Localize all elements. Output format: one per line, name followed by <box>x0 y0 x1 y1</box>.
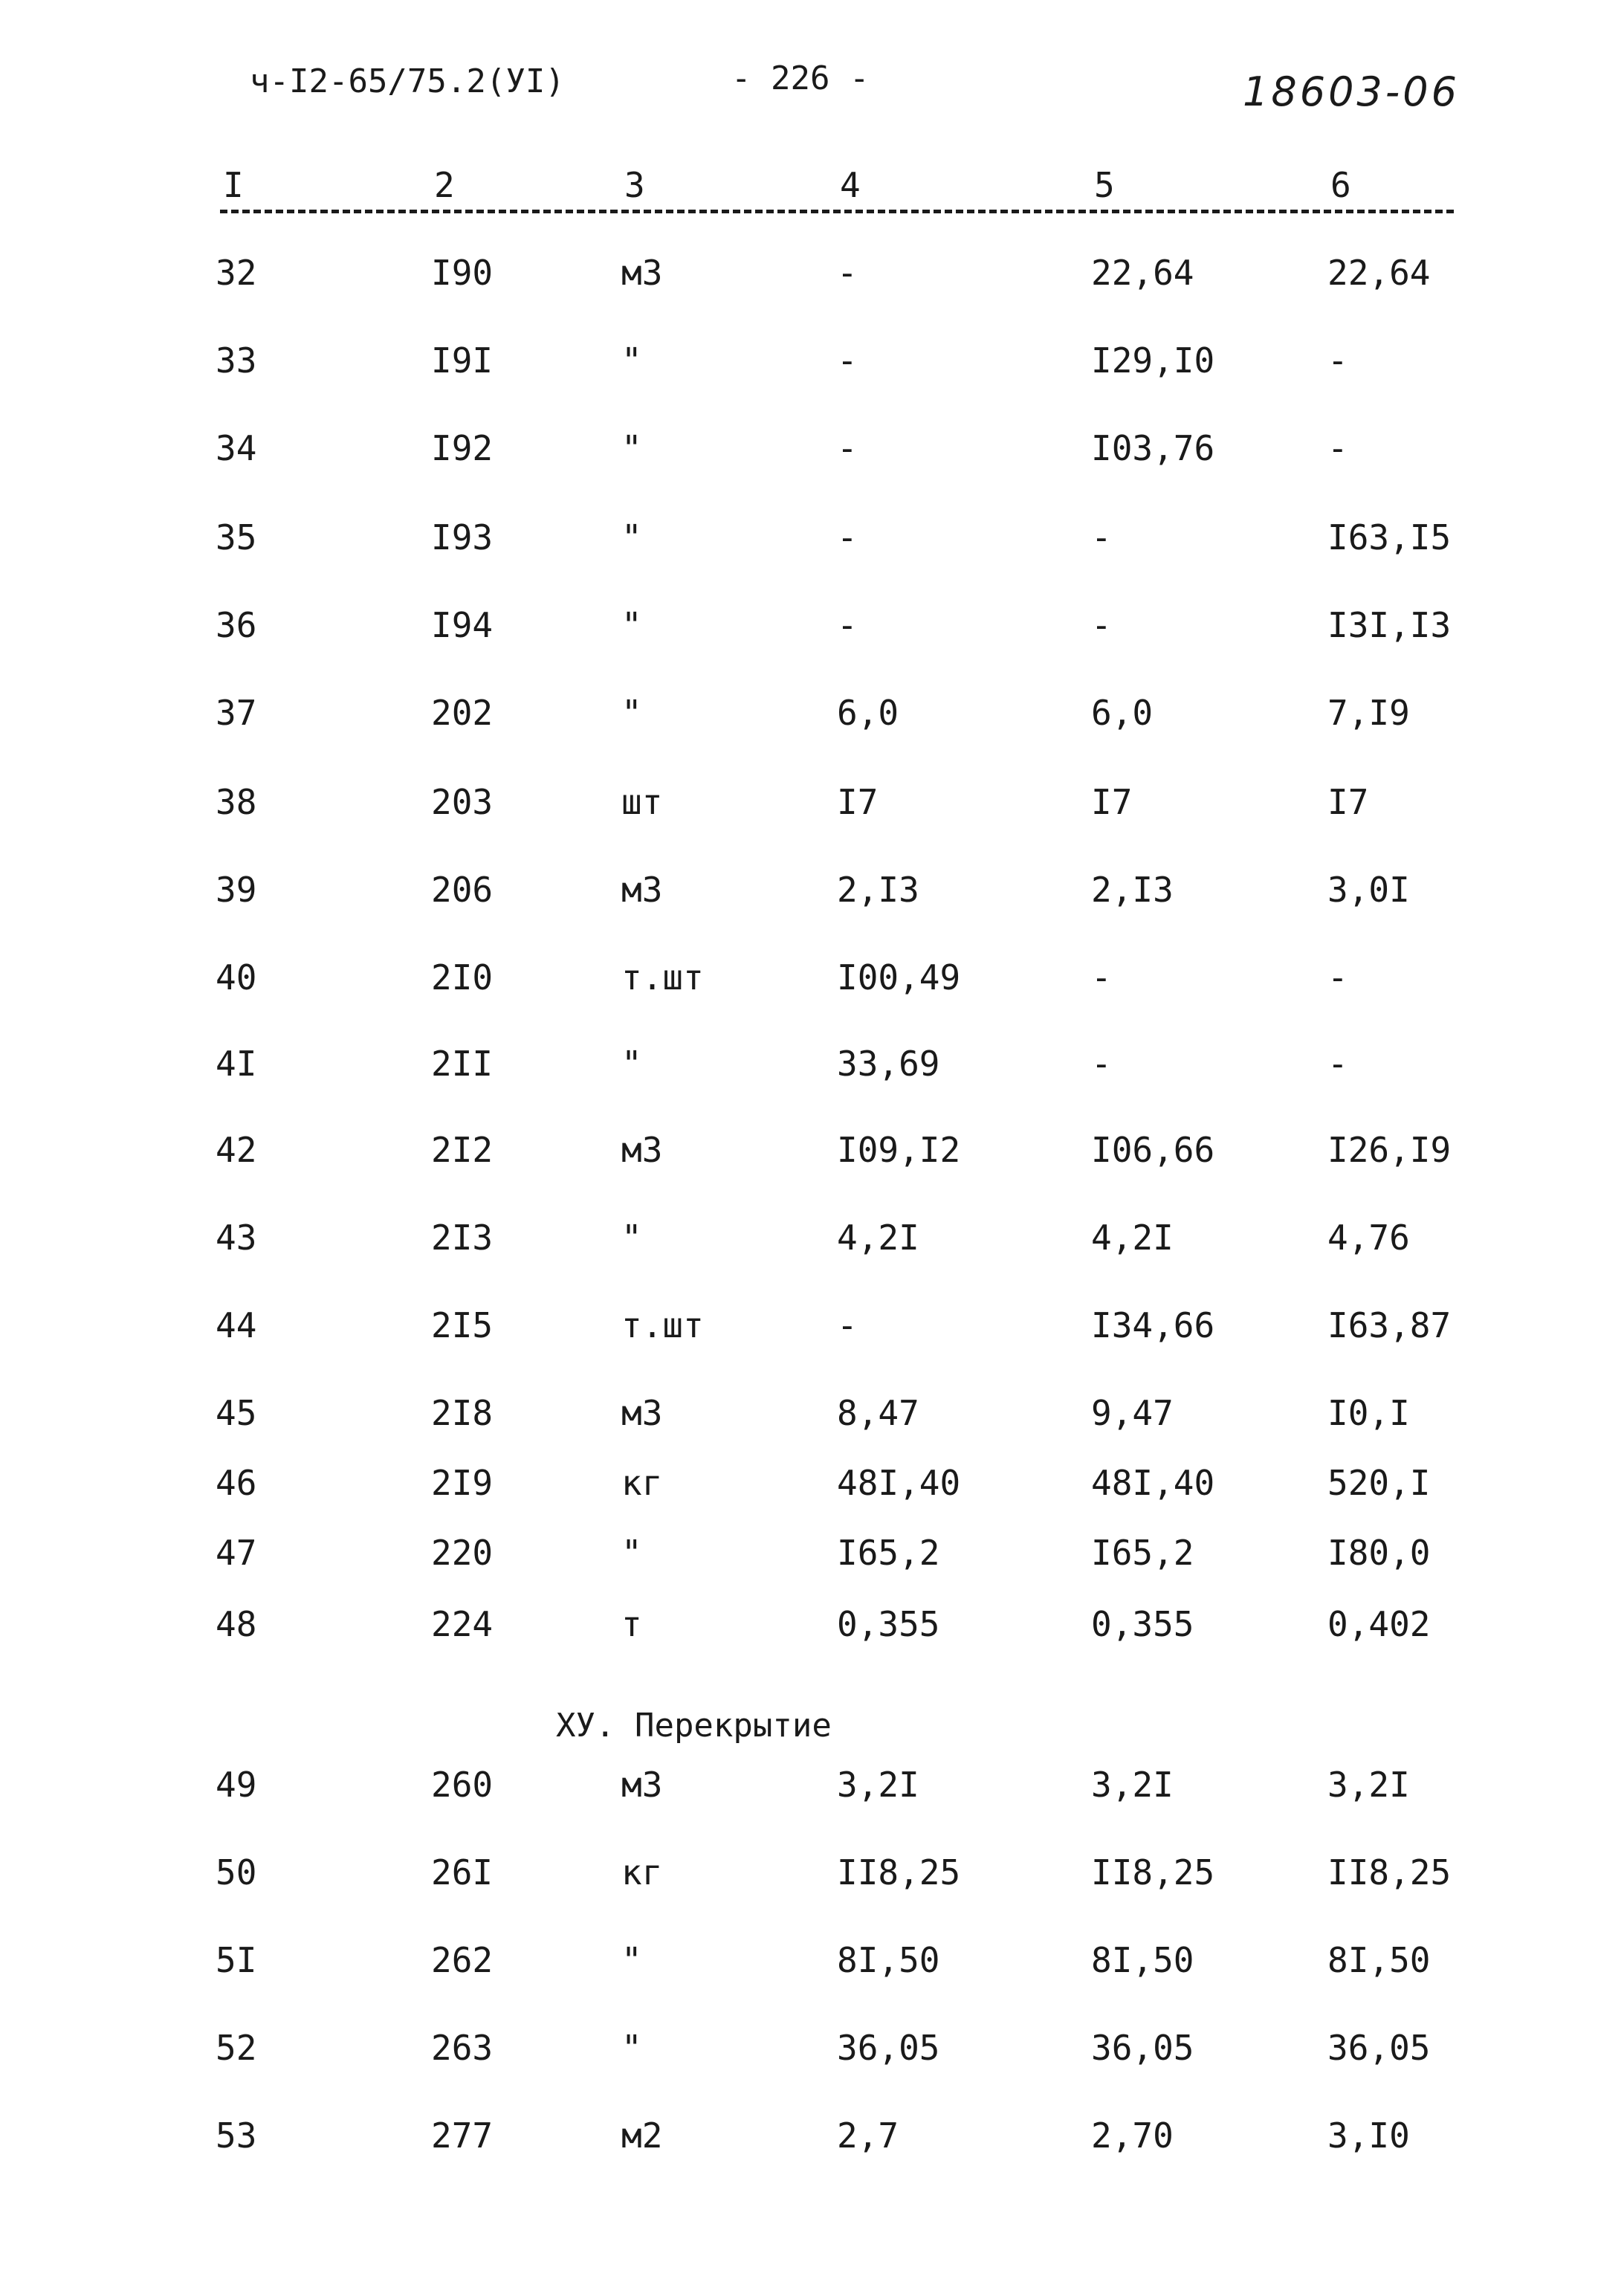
cell-col4: II8,25 <box>837 1852 961 1892</box>
cell-col5: I06,66 <box>1091 1130 1215 1170</box>
cell-col3: " <box>621 428 642 468</box>
cell-col5: 6,0 <box>1091 693 1154 733</box>
table-row <box>0 693 1624 737</box>
table-row <box>0 605 1624 650</box>
cell-col1: 39 <box>216 870 257 910</box>
cell-col3: " <box>621 605 642 645</box>
cell-col2: 262 <box>431 1940 494 1980</box>
document-code: ч-I2-65/75.2(УI) <box>250 62 565 100</box>
cell-col2: 2I5 <box>431 1305 494 1345</box>
cell-col5: - <box>1091 957 1112 998</box>
cell-col5: 3,2I <box>1091 1765 1174 1805</box>
table-row <box>0 1393 1624 1438</box>
table-row <box>0 870 1624 914</box>
table-row <box>0 517 1624 562</box>
cell-col3: м3 <box>621 1393 663 1433</box>
cell-col5: 22,64 <box>1091 253 1194 293</box>
cell-col1: 50 <box>216 1852 257 1892</box>
cell-col6: 22,64 <box>1327 253 1431 293</box>
cell-col6: 4,76 <box>1327 1218 1410 1258</box>
cell-col5: 8I,50 <box>1091 1940 1194 1980</box>
stamp-number: 18603-06 <box>1243 68 1460 115</box>
cell-col4: 8I,50 <box>837 1940 940 1980</box>
cell-col2: 2I8 <box>431 1393 494 1433</box>
cell-col2: 2II <box>431 1044 494 1084</box>
cell-col2: 2I2 <box>431 1130 494 1170</box>
cell-col5: 2,I3 <box>1091 870 1174 910</box>
cell-col5: 36,05 <box>1091 2028 1194 2068</box>
section-title: ХУ. Перекрытие <box>556 1707 832 1745</box>
cell-col1: 44 <box>216 1305 257 1345</box>
table-row <box>0 1044 1624 1088</box>
cell-col1: 43 <box>216 1218 257 1258</box>
column-header-5: 5 <box>1091 165 1118 205</box>
cell-col1: 37 <box>216 693 257 733</box>
table-row <box>0 428 1624 473</box>
cell-col4: - <box>837 428 858 468</box>
table-row <box>0 2028 1624 2072</box>
table-row <box>0 1305 1624 1350</box>
cell-col4: I09,I2 <box>837 1130 961 1170</box>
cell-col2: 263 <box>431 2028 494 2068</box>
table-row <box>0 1533 1624 1577</box>
cell-col6: I80,0 <box>1327 1533 1431 1573</box>
cell-col1: 36 <box>216 605 257 645</box>
cell-col1: 52 <box>216 2028 257 2068</box>
cell-col1: 35 <box>216 517 257 557</box>
cell-col3: м3 <box>621 870 663 910</box>
cell-col3: шт <box>621 782 663 822</box>
cell-col1: 33 <box>216 340 257 381</box>
page-number: - 226 - <box>731 59 870 97</box>
cell-col4: I7 <box>837 782 879 822</box>
cell-col1: 38 <box>216 782 257 822</box>
cell-col2: 224 <box>431 1604 494 1644</box>
cell-col3: м2 <box>621 2115 663 2156</box>
table-row <box>0 1765 1624 1809</box>
cell-col6: I7 <box>1327 782 1369 822</box>
cell-col5: - <box>1091 517 1112 557</box>
cell-col2: I93 <box>431 517 494 557</box>
cell-col5: 0,355 <box>1091 1604 1194 1644</box>
cell-col2: I94 <box>431 605 494 645</box>
table-row <box>0 2115 1624 2160</box>
cell-col4: - <box>837 253 858 293</box>
cell-col5: 48I,40 <box>1091 1463 1215 1503</box>
cell-col6: 3,0I <box>1327 870 1410 910</box>
cell-col4: I00,49 <box>837 957 961 998</box>
cell-col1: 5I <box>216 1940 257 1980</box>
cell-col4: 36,05 <box>837 2028 940 2068</box>
cell-col1: 34 <box>216 428 257 468</box>
cell-col5: 2,70 <box>1091 2115 1174 2156</box>
cell-col3: м3 <box>621 253 663 293</box>
cell-col6: 0,402 <box>1327 1604 1431 1644</box>
cell-col6: - <box>1327 340 1348 381</box>
table-row <box>0 1604 1624 1649</box>
cell-col6: II8,25 <box>1327 1852 1452 1892</box>
cell-col2: 260 <box>431 1765 494 1805</box>
cell-col1: 40 <box>216 957 257 998</box>
cell-col6: 3,2I <box>1327 1765 1410 1805</box>
cell-col3: м3 <box>621 1765 663 1805</box>
cell-col2: 2I0 <box>431 957 494 998</box>
cell-col4: 2,7 <box>837 2115 899 2156</box>
cell-col6: I26,I9 <box>1327 1130 1452 1170</box>
cell-col4: 33,69 <box>837 1044 940 1084</box>
cell-col1: 4I <box>216 1044 257 1084</box>
cell-col2: 26I <box>431 1852 494 1892</box>
cell-col1: 49 <box>216 1765 257 1805</box>
cell-col4: 48I,40 <box>837 1463 961 1503</box>
column-header-row <box>220 165 1454 213</box>
cell-col2: 2I9 <box>431 1463 494 1503</box>
cell-col3: " <box>621 517 642 557</box>
cell-col6: 8I,50 <box>1327 1940 1431 1980</box>
cell-col4: I65,2 <box>837 1533 940 1573</box>
cell-col5: 9,47 <box>1091 1393 1174 1433</box>
cell-col1: 46 <box>216 1463 257 1503</box>
table-row <box>0 782 1624 827</box>
cell-col3: " <box>621 2028 642 2068</box>
cell-col2: 203 <box>431 782 494 822</box>
cell-col2: I90 <box>431 253 494 293</box>
cell-col5: I65,2 <box>1091 1533 1194 1573</box>
cell-col6: - <box>1327 1044 1348 1084</box>
cell-col2: 202 <box>431 693 494 733</box>
cell-col6: I63,87 <box>1327 1305 1452 1345</box>
cell-col3: т.шт <box>621 1305 704 1345</box>
cell-col4: - <box>837 340 858 381</box>
cell-col6: 7,I9 <box>1327 693 1410 733</box>
cell-col6: - <box>1327 428 1348 468</box>
cell-col1: 42 <box>216 1130 257 1170</box>
cell-col1: 48 <box>216 1604 257 1644</box>
table-row <box>0 1218 1624 1262</box>
cell-col6: I3I,I3 <box>1327 605 1452 645</box>
cell-col2: 277 <box>431 2115 494 2156</box>
cell-col5: I03,76 <box>1091 428 1215 468</box>
cell-col4: 2,I3 <box>837 870 919 910</box>
table-row <box>0 340 1624 385</box>
cell-col3: кг <box>621 1463 663 1503</box>
cell-col5: - <box>1091 605 1112 645</box>
column-header-6: 6 <box>1327 165 1354 205</box>
table-row <box>0 957 1624 1002</box>
cell-col2: 2I3 <box>431 1218 494 1258</box>
column-header-4: 4 <box>837 165 864 205</box>
cell-col3: м3 <box>621 1130 663 1170</box>
cell-col4: 0,355 <box>837 1604 940 1644</box>
cell-col4: - <box>837 605 858 645</box>
column-header-1: I <box>220 165 247 205</box>
cell-col4: 8,47 <box>837 1393 919 1433</box>
cell-col2: 206 <box>431 870 494 910</box>
cell-col6: 520,I <box>1327 1463 1431 1503</box>
cell-col4: 6,0 <box>837 693 899 733</box>
cell-col1: 47 <box>216 1533 257 1573</box>
cell-col3: кг <box>621 1852 663 1892</box>
table-row <box>0 1852 1624 1897</box>
cell-col3: т <box>621 1604 642 1644</box>
cell-col6: - <box>1327 957 1348 998</box>
cell-col5: II8,25 <box>1091 1852 1215 1892</box>
cell-col1: 53 <box>216 2115 257 2156</box>
cell-col6: I0,I <box>1327 1393 1410 1433</box>
cell-col4: 3,2I <box>837 1765 919 1805</box>
cell-col5: 4,2I <box>1091 1218 1174 1258</box>
table-row <box>0 253 1624 297</box>
table-row <box>0 1940 1624 1985</box>
cell-col3: " <box>621 1044 642 1084</box>
cell-col2: 220 <box>431 1533 494 1573</box>
column-header-2: 2 <box>431 165 458 205</box>
cell-col4: 4,2I <box>837 1218 919 1258</box>
cell-col3: " <box>621 1533 642 1573</box>
cell-col3: " <box>621 693 642 733</box>
cell-col6: 36,05 <box>1327 2028 1431 2068</box>
cell-col2: I92 <box>431 428 494 468</box>
cell-col1: 45 <box>216 1393 257 1433</box>
cell-col6: 3,I0 <box>1327 2115 1410 2156</box>
cell-col4: - <box>837 1305 858 1345</box>
cell-col3: " <box>621 1940 642 1980</box>
cell-col3: т.шт <box>621 957 704 998</box>
cell-col4: - <box>837 517 858 557</box>
cell-col5: I34,66 <box>1091 1305 1215 1345</box>
cell-col5: I29,I0 <box>1091 340 1215 381</box>
cell-col5: - <box>1091 1044 1112 1084</box>
table-row <box>0 1463 1624 1507</box>
cell-col5: I7 <box>1091 782 1133 822</box>
cell-col6: I63,I5 <box>1327 517 1452 557</box>
column-header-3: 3 <box>621 165 648 205</box>
table-row <box>0 1130 1624 1174</box>
cell-col3: " <box>621 1218 642 1258</box>
cell-col1: 32 <box>216 253 257 293</box>
cell-col3: " <box>621 340 642 381</box>
cell-col2: I9I <box>431 340 494 381</box>
